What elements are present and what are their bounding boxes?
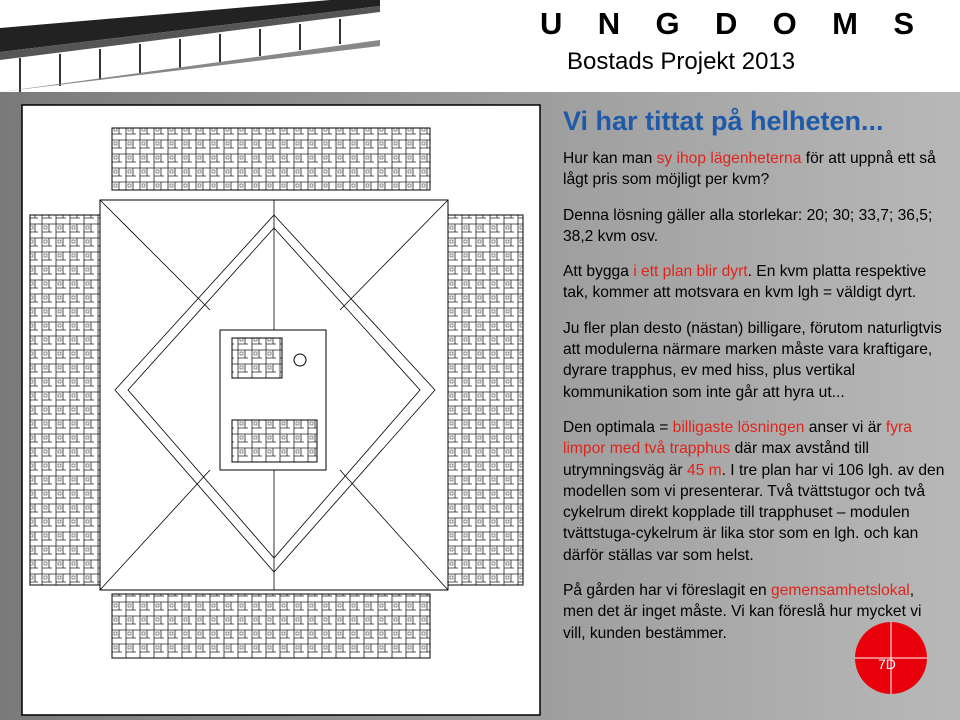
paragraph-optimal-solution	[563, 417, 948, 566]
header-building-illustration	[0, 0, 520, 92]
logo-letter: M	[832, 6, 858, 41]
slide-number: 7D	[878, 656, 896, 672]
logo-letter: G	[655, 6, 680, 41]
text: för att uppnå ett så lågt pris som möjligt per kvm?	[563, 150, 936, 189]
logo-letter: U	[540, 6, 563, 41]
site-plan-drawing	[22, 105, 540, 715]
paragraph-courtyard	[563, 580, 948, 644]
logo-letter: D	[714, 6, 738, 41]
highlight-text: i ett plan blir dyrt	[633, 263, 748, 281]
text: Hur kan man	[563, 150, 657, 167]
text: där max avstånd till utrymningsväg är	[563, 440, 869, 479]
text: På gården har vi föreslagit en	[563, 582, 772, 600]
highlight-text: 45 m	[686, 461, 722, 479]
text: anser vi är	[804, 418, 886, 436]
slide-title: Vi har tittat på helheten...	[563, 106, 884, 136]
company-logo	[540, 6, 960, 44]
paragraph-multi-level: Ju fler plan desto (nästan) billigare, förutom naturligtvis att modulerna närmare marken måste vara kraftigare, dyrare trapphus, ev med hiss, plus vertikal kommunikation som inte går att hyra ut...	[563, 319, 942, 401]
text: Den optimala =	[563, 418, 673, 436]
paragraph-single-level	[563, 261, 948, 304]
text: , men det är inget måste. Vi kan föreslå hur mycket vi vill, kunden bestämmer.	[563, 582, 922, 642]
logo-letter: N	[597, 6, 621, 41]
logo-letter: O	[772, 6, 797, 41]
text: . En kvm platta respektive tak, kommer att motsvara en kvm lgh = väldigt dyrt.	[563, 263, 927, 302]
highlight-text: fyra limpor med två trapphus	[563, 418, 912, 458]
slide-body	[563, 148, 948, 658]
text: Att bygga	[563, 263, 634, 281]
project-subtitle: Bostads Projekt 2013	[567, 48, 796, 75]
highlight-text: billigaste lösningen	[672, 418, 805, 436]
highlight-text: gemensamhetslokal	[771, 582, 910, 600]
logo-letter: S	[893, 6, 914, 41]
paragraph-sizes: Denna lösning gäller alla storlekar: 20; 30; 33,7; 36,5; 38,2 kvm osv.	[563, 206, 933, 245]
text: . I tre plan har vi 106 lgh. av den modellen som vi presenterar. Två tvättstugor och två cykelrum direkt kopplade till trapphuset – modulen tvättstuga-cykelrum är lika stor som en lgh. och kan därför ställas var som helst.	[563, 461, 945, 564]
highlight-text: sy ihop lägenheterna	[656, 150, 802, 167]
paragraph-cost-question	[563, 148, 948, 191]
